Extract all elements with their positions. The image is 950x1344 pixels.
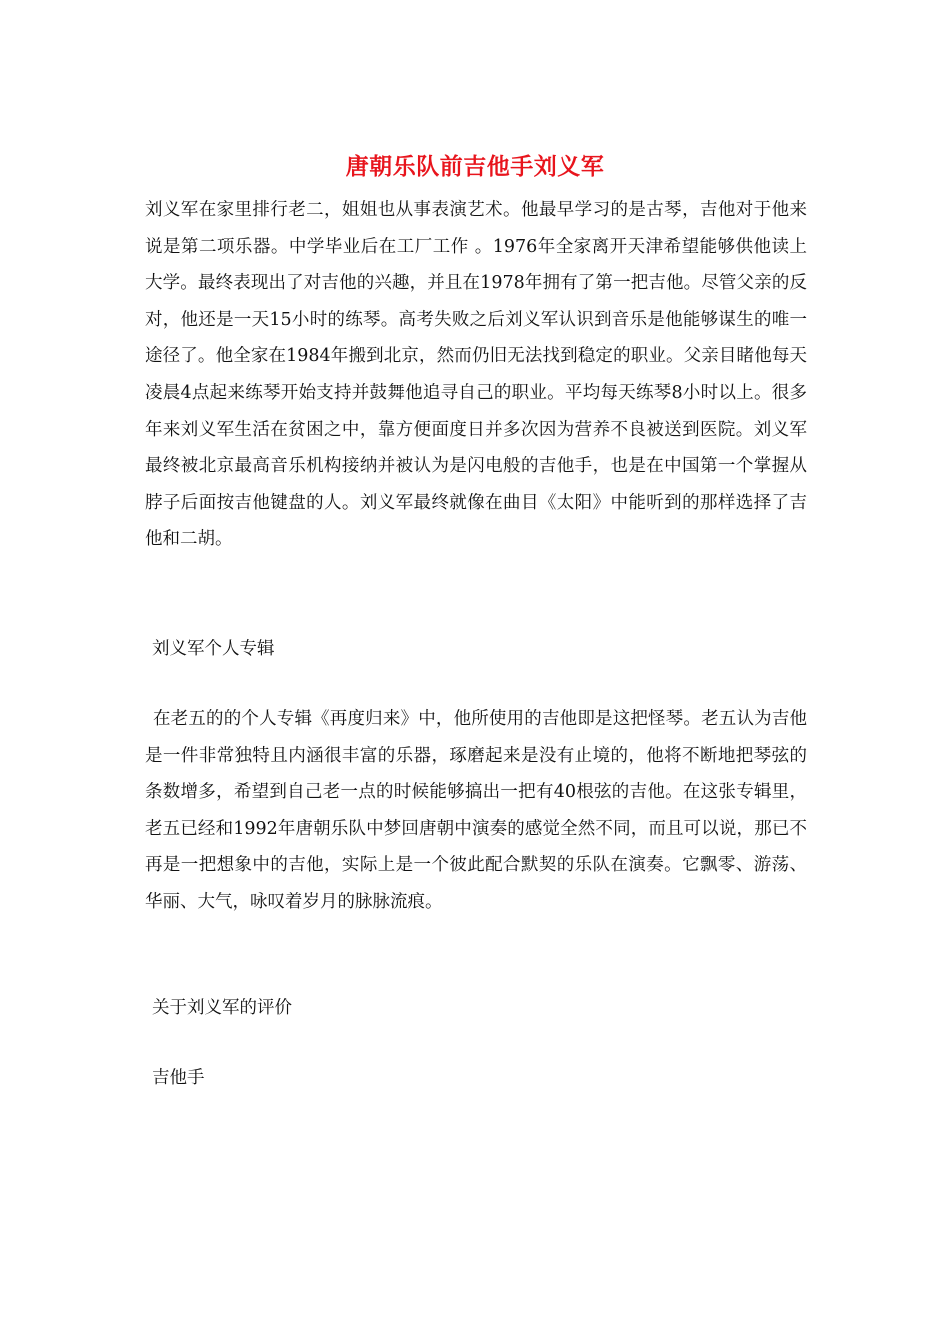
- section-heading-guitarist: 吉他手: [152, 1068, 205, 1088]
- album-paragraph: 在老五的的个人专辑《再度归来》中，他所使用的吉他即是这把怪琴。老五认为吉他是一件非常独特且内涵很丰富的乐器，琢磨起来是没有止境的，他将不断地把琴弦的条数增多，希望到自己老一点的时候能够搞出一把有40根弦的吉他。在这张专辑里，老五已经和1992年唐朝乐队中梦回唐朝中演奏的感觉全然不同，而且可以说，那已不再是一把想象中的吉他，实际上是一个彼此配合默契的乐队在演奏。它飘零、游荡、华丽、大气，咏叹着岁月的脉脉流痕。: [145, 709, 807, 912]
- section-heading-solo-album: 刘义军个人专辑: [152, 639, 275, 659]
- document-title: 唐朝乐队前吉他手刘义军: [345, 153, 605, 180]
- section-heading-evaluation: 关于刘义军的评价: [152, 998, 292, 1018]
- biography-paragraph: 刘义军在家里排行老二，姐姐也从事表演艺术。他最早学习的是古琴，吉他对于他来说是第二项乐器。中学毕业后在工厂工作 。1976年全家离开天津希望能够供他读上大学。最终表现出了对吉他的兴趣，并且在1978年拥有了第一把吉他。尽管父亲的反对，他还是一天15小时的练琴。高考失败之后刘义军认识到音乐是他能够谋生的唯一途径了。他全家在1984年搬到北京，然而仍旧无法找到稳定的职业。父亲目睹他每天凌晨4点起来练琴开始支持并鼓舞他追寻自己的职业。平均每天练琴8小时以上。很多年来刘义军生活在贫困之中，靠方便面度日并多次因为营养不良被送到医院。刘义军最终被北京最高音乐机构接纳并被认为是闪电般的吉他手，也是在中国第一个掌握从脖子后面按吉他键盘的人。刘义军最终就像在曲目《太阳》中能听到的那样选择了吉他和二胡。: [145, 200, 807, 550]
